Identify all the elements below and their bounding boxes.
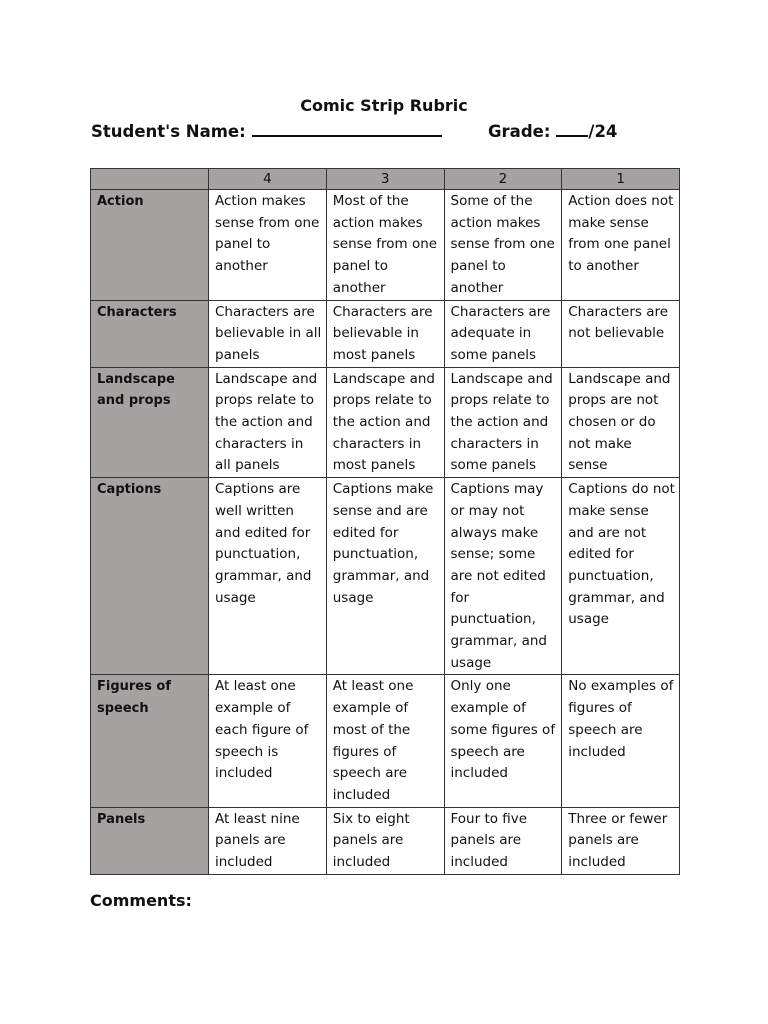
grade-total: /24	[588, 122, 618, 141]
grade-blank	[556, 121, 588, 137]
page-title: Comic Strip Rubric	[300, 96, 468, 115]
criteria-cell: Most of the action makes sense from one panel to another	[326, 190, 444, 301]
criteria-cell: No examples of figures of speech are included	[562, 675, 680, 807]
student-name-blank	[252, 121, 442, 137]
criteria-cell: Three or fewer panels are included	[562, 807, 680, 874]
criteria-cell: Landscape and props relate to the action and characters in most panels	[326, 367, 444, 478]
criteria-cell: At least one example of each figure of speech is included	[209, 675, 327, 807]
category-cell: Captions	[91, 478, 209, 675]
header-cell: 3	[326, 169, 444, 190]
comments-label: Comments:	[90, 891, 192, 910]
header-cell: 1	[562, 169, 680, 190]
table-row	[91, 367, 680, 478]
student-name-field	[91, 121, 442, 141]
criteria-cell: Captions do not make sense and are not edited for punctuation, grammar, and usage	[562, 478, 680, 675]
criteria-cell: Action does not make sense from one panel to another	[562, 190, 680, 301]
criteria-cell: Action makes sense from one panel to another	[209, 190, 327, 301]
criteria-cell: At least nine panels are included	[209, 807, 327, 874]
category-cell: Figures of speech	[91, 675, 209, 807]
header-cell: 4	[209, 169, 327, 190]
table-row	[91, 300, 680, 367]
table-row	[91, 478, 680, 675]
criteria-cell: Characters are adequate in some panels	[444, 300, 562, 367]
criteria-cell: At least one example of most of the figures of speech are included	[326, 675, 444, 807]
criteria-cell: Landscape and props relate to the action and characters in some panels	[444, 367, 562, 478]
category-cell: Landscape and props	[91, 367, 209, 478]
table-row	[91, 675, 680, 807]
criteria-cell: Some of the action makes sense from one panel to another	[444, 190, 562, 301]
header-cell	[91, 169, 209, 190]
criteria-cell: Landscape and props are not chosen or do not make sense	[562, 367, 680, 478]
criteria-cell: Only one example of some figures of speech are included	[444, 675, 562, 807]
criteria-cell: Six to eight panels are included	[326, 807, 444, 874]
criteria-cell: Captions make sense and are edited for punctuation, grammar, and usage	[326, 478, 444, 675]
category-cell: Action	[91, 190, 209, 301]
criteria-cell: Four to five panels are included	[444, 807, 562, 874]
table-header-row	[91, 169, 680, 190]
rubric-table	[90, 168, 680, 875]
criteria-cell: Characters are believable in most panels	[326, 300, 444, 367]
grade-label: Grade:	[488, 122, 551, 141]
header-cell: 2	[444, 169, 562, 190]
criteria-cell: Characters are believable in all panels	[209, 300, 327, 367]
criteria-cell: Captions may or may not always make sense; some are not edited for punctuation, grammar, and usage	[444, 478, 562, 675]
criteria-cell: Captions are well written and edited for punctuation, grammar, and usage	[209, 478, 327, 675]
grade-field	[488, 121, 617, 141]
table-row	[91, 190, 680, 301]
student-name-label: Student's Name:	[91, 122, 246, 141]
criteria-cell: Landscape and props relate to the action and characters in all panels	[209, 367, 327, 478]
category-cell: Characters	[91, 300, 209, 367]
category-cell: Panels	[91, 807, 209, 874]
criteria-cell: Characters are not believable	[562, 300, 680, 367]
table-row	[91, 807, 680, 874]
